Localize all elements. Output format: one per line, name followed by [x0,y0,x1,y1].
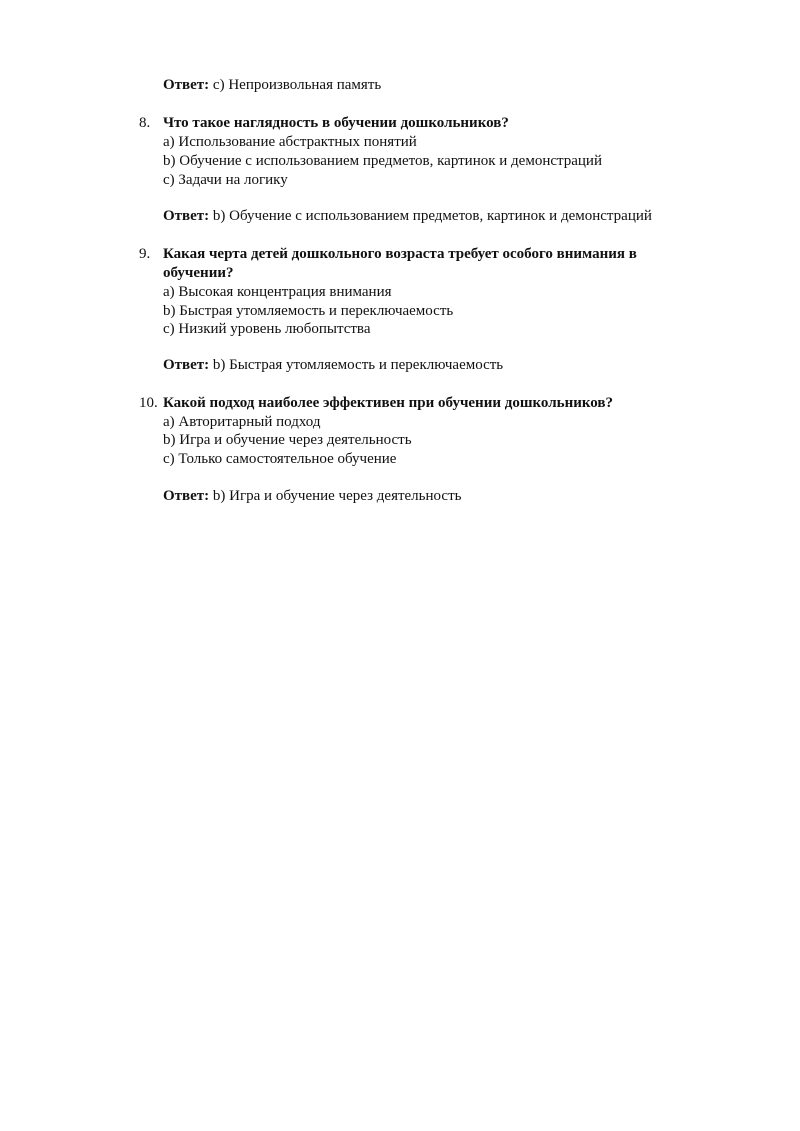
question-number: 10. [139,395,158,411]
answer-label: Ответ: [163,357,210,373]
answer-text: c) Непроизвольная память [212,77,382,93]
answer-label: Ответ: [163,77,210,93]
answer-line [163,76,381,95]
question-text: Что такое наглядность в обучении дошкольников? [163,115,509,131]
option-a: a) Высокая концентрация внимания [163,284,392,300]
option-c: c) Только самостоятельное обучение [163,451,397,467]
answer-text: b) Быстрая утомляемость и переключаемость [212,357,504,373]
answer-text: b) Игра и обучение через деятельность [212,488,462,504]
answer-label: Ответ: [163,208,210,224]
option-b: b) Игра и обучение через деятельность [163,432,412,448]
question-number: 9. [139,246,151,262]
option-b: b) Обучение с использованием предметов, картинок и демонстраций [163,153,602,169]
option-c: c) Низкий уровень любопытства [163,321,371,337]
option-c: c) Задачи на логику [163,172,288,188]
question-text: Какой подход наиболее эффективен при обучении дошкольников? [163,395,614,411]
option-a: a) Авторитарный подход [163,414,321,430]
answer-line [163,356,503,375]
answer-line [163,207,652,226]
option-b: b) Быстрая утомляемость и переключаемость [163,303,454,319]
question-text: Какая черта детей дошкольного возраста требует особого внимания в обучении? [163,246,637,281]
answer-label: Ответ: [163,488,210,504]
answer-text: b) Обучение с использованием предметов, картинок и демонстраций [212,208,652,224]
answer-line [163,487,461,506]
question-number: 8. [139,115,151,131]
option-a: a) Использование абстрактных понятий [163,134,417,150]
